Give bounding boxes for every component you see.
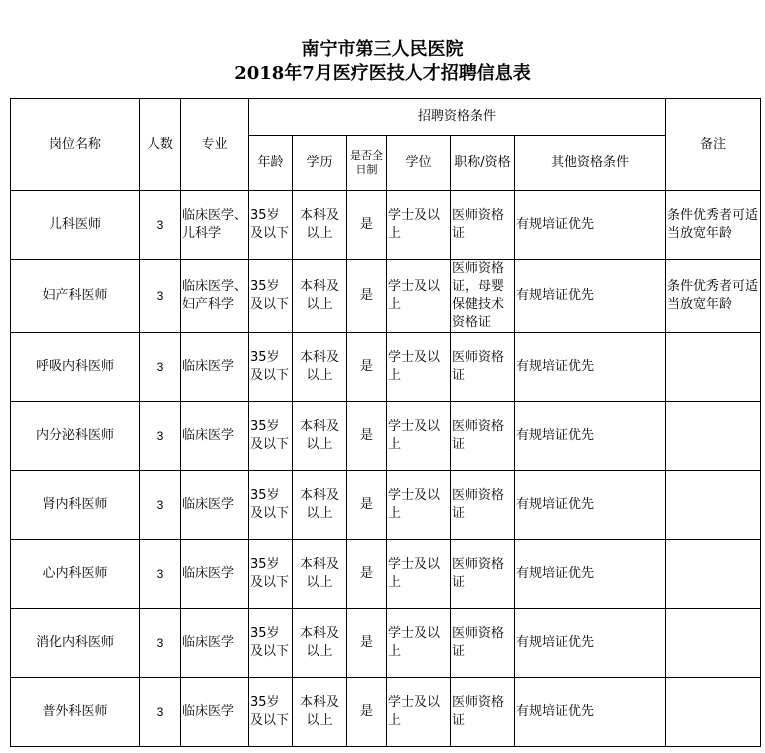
cell-position: 普外科医师 (11, 678, 140, 747)
cell-other: 有规培证优先 (515, 471, 666, 540)
cell-major: 临床医学 (181, 678, 249, 747)
cell-fulltime: 是 (347, 402, 387, 471)
cell-degree: 学士及以上 (387, 402, 451, 471)
cell-education: 本科及以上 (293, 402, 347, 471)
cell-other: 有规培证优先 (515, 609, 666, 678)
header-age: 年龄 (249, 136, 293, 191)
cell-age: 35岁及以下 (249, 678, 293, 747)
cell-age: 35岁及以下 (249, 540, 293, 609)
cell-title: 医师资格证 (451, 191, 515, 260)
cell-position: 儿科医师 (11, 191, 140, 260)
header-major: 专业 (181, 99, 249, 191)
cell-position: 呼吸内科医师 (11, 333, 140, 402)
cell-remark (666, 402, 761, 471)
cell-count: 3 (140, 191, 181, 260)
title-table-name: 2018年7月医疗医技人才招聘信息表 (234, 63, 531, 84)
cell-degree: 学士及以上 (387, 191, 451, 260)
table-row (11, 471, 761, 540)
header-qualifications: 招聘资格条件 (249, 99, 666, 136)
cell-age: 35岁及以下 (249, 260, 293, 333)
cell-count: 3 (140, 678, 181, 747)
cell-fulltime: 是 (347, 260, 387, 333)
table-row (11, 540, 761, 609)
cell-other: 有规培证优先 (515, 333, 666, 402)
cell-degree: 学士及以上 (387, 609, 451, 678)
cell-fulltime: 是 (347, 609, 387, 678)
header-education: 学历 (293, 136, 347, 191)
table-row (11, 333, 761, 402)
header-position: 岗位名称 (11, 99, 140, 191)
cell-education: 本科及以上 (293, 540, 347, 609)
header-degree: 学位 (387, 136, 451, 191)
cell-age: 35岁及以下 (249, 471, 293, 540)
cell-major: 临床医学、儿科学 (181, 191, 249, 260)
title-hospital: 南宁市第三人民医院 (301, 39, 464, 60)
cell-education: 本科及以上 (293, 191, 347, 260)
table-row (11, 609, 761, 678)
cell-fulltime: 是 (347, 678, 387, 747)
cell-education: 本科及以上 (293, 260, 347, 333)
cell-title: 医师资格证，母婴保健技术资格证 (451, 260, 515, 333)
cell-other: 有规培证优先 (515, 402, 666, 471)
cell-education: 本科及以上 (293, 609, 347, 678)
cell-other: 有规培证优先 (515, 540, 666, 609)
cell-remark (666, 333, 761, 402)
cell-age: 35岁及以下 (249, 333, 293, 402)
header-fulltime: 是否全日制 (347, 136, 387, 191)
cell-position: 肾内科医师 (11, 471, 140, 540)
cell-title: 医师资格证 (451, 540, 515, 609)
cell-major: 临床医学 (181, 402, 249, 471)
cell-major: 临床医学 (181, 540, 249, 609)
recruitment-table (10, 98, 761, 747)
cell-major: 临床医学 (181, 471, 249, 540)
cell-remark: 条件优秀者可适当放宽年龄 (666, 191, 761, 260)
cell-count: 3 (140, 540, 181, 609)
cell-remark (666, 540, 761, 609)
cell-count: 3 (140, 471, 181, 540)
cell-position: 心内科医师 (11, 540, 140, 609)
cell-degree: 学士及以上 (387, 471, 451, 540)
cell-education: 本科及以上 (293, 471, 347, 540)
table-header-row (11, 99, 761, 136)
header-title: 职称/资格 (451, 136, 515, 191)
table-row (11, 260, 761, 333)
header-remark: 备注 (666, 99, 761, 191)
cell-title: 医师资格证 (451, 333, 515, 402)
cell-other: 有规培证优先 (515, 260, 666, 333)
table-body (11, 191, 761, 747)
cell-age: 35岁及以下 (249, 191, 293, 260)
cell-position: 妇产科医师 (11, 260, 140, 333)
cell-count: 3 (140, 609, 181, 678)
cell-education: 本科及以上 (293, 678, 347, 747)
cell-title: 医师资格证 (451, 471, 515, 540)
cell-degree: 学士及以上 (387, 260, 451, 333)
cell-remark (666, 678, 761, 747)
cell-title: 医师资格证 (451, 678, 515, 747)
cell-age: 35岁及以下 (249, 609, 293, 678)
cell-count: 3 (140, 260, 181, 333)
header-count: 人数 (140, 99, 181, 191)
table-row (11, 402, 761, 471)
cell-degree: 学士及以上 (387, 540, 451, 609)
cell-degree: 学士及以上 (387, 678, 451, 747)
cell-major: 临床医学 (181, 333, 249, 402)
cell-fulltime: 是 (347, 540, 387, 609)
cell-title: 医师资格证 (451, 609, 515, 678)
cell-remark (666, 471, 761, 540)
cell-age: 35岁及以下 (249, 402, 293, 471)
cell-position: 消化内科医师 (11, 609, 140, 678)
cell-count: 3 (140, 402, 181, 471)
document-title (0, 38, 765, 86)
cell-fulltime: 是 (347, 333, 387, 402)
cell-degree: 学士及以上 (387, 333, 451, 402)
cell-count: 3 (140, 333, 181, 402)
cell-other: 有规培证优先 (515, 191, 666, 260)
table-row (11, 678, 761, 747)
cell-major: 临床医学、妇产科学 (181, 260, 249, 333)
header-other: 其他资格条件 (515, 136, 666, 191)
cell-position: 内分泌科医师 (11, 402, 140, 471)
cell-remark (666, 609, 761, 678)
cell-remark: 条件优秀者可适当放宽年龄 (666, 260, 761, 333)
cell-fulltime: 是 (347, 191, 387, 260)
cell-education: 本科及以上 (293, 333, 347, 402)
cell-title: 医师资格证 (451, 402, 515, 471)
table-row (11, 191, 761, 260)
cell-other: 有规培证优先 (515, 678, 666, 747)
cell-fulltime: 是 (347, 471, 387, 540)
cell-major: 临床医学 (181, 609, 249, 678)
